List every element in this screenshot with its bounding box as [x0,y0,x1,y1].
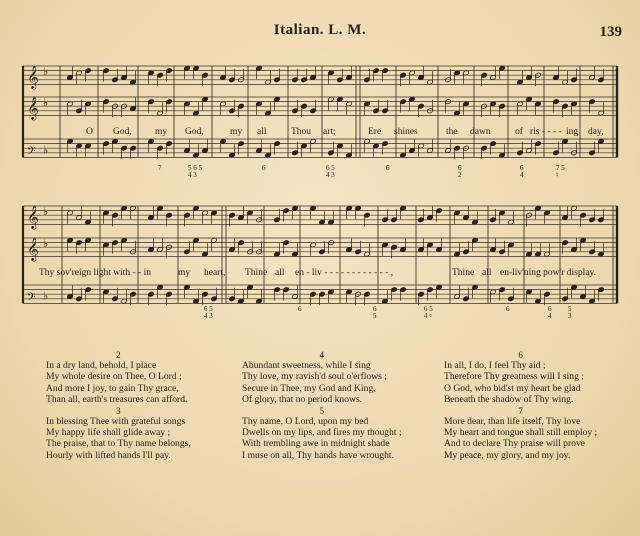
system1-lyric-word: art; [323,127,336,137]
figured-bass-numeral [506,306,510,313]
figured-bass-numeral [568,306,572,320]
figured-bass-numeral [188,165,202,179]
verse-number: 2 [116,350,121,360]
verse-line: Therefore Thy greatness will I sing ; [444,371,584,383]
system1-lyric-word: O [86,127,93,137]
figure-upper: 6 [520,164,524,172]
figured-bass-numeral [262,165,266,172]
figure-lower: 4 [520,171,524,179]
verse-number: 3 [116,405,121,416]
figured-bass-numeral [458,165,462,179]
figure-upper: 6 5 [326,164,335,172]
flat-icon: ♭ [43,143,49,157]
system2-lyric-word: Thine [452,268,475,278]
figure-lower: 2 [458,171,462,179]
figured-bass-numeral [158,165,162,172]
figured-bass-numeral [386,165,390,172]
verse-line: My whole desire on Thee, O Lord ; [46,371,182,383]
verse-number: 4 [319,350,325,360]
system1-lyric-word: my [230,127,243,137]
figure-upper: 6 5 [424,305,433,313]
verse-line: Hourly with lifted hands I'll pay. [46,449,171,461]
verse-line: My heart and tongue shall still employ ; [444,427,598,439]
verse-line: Secure in Thee, my God and King, [242,382,376,394]
flat-icon: ♭ [43,237,49,251]
verse-line: In a dry land, behold, I place [46,360,157,371]
verse-line: Dwells on my lips, and fires my thought ; [242,427,402,439]
system1-lyric-word: Ere [368,127,382,137]
verse-line: Thy name, O Lord, upon my bed [242,415,369,427]
treble-clef-icon: 𝄞 [27,64,39,89]
figured-bass-numeral [204,306,213,320]
figured-bass-numeral [548,306,552,320]
system2-lyric-word: my [178,268,191,278]
flat-icon: ♭ [43,65,49,79]
verse-line: My happy life shall glide away ; [46,427,171,439]
figure-upper: 6 [458,164,462,172]
verse-number: 7 [518,405,523,416]
system1-lyric-word: shines [394,127,418,137]
verse-line: And more I joy, to gain Thy grace, [46,382,179,394]
figure-upper: 6 5 [204,305,213,313]
verse-number: 5 [319,405,325,416]
verse-line: O God, who bid'st my heart be glad [444,382,581,394]
figured-bass-numeral [298,306,302,313]
system2-lyric-word: all [482,268,492,278]
figured-bass-numeral [424,306,433,320]
system2-lyric-word: heart, [204,268,226,278]
verse-line: Of glory, that no period knows. [242,394,363,406]
figured-bass-numeral [326,165,335,179]
figure-lower: 4 [548,312,552,320]
treble-clef-icon: 𝄞 [27,204,39,229]
figure-upper: 7 5 [556,164,565,172]
figure-upper: 6 [262,164,266,172]
system2-lyric-word: all [275,268,285,278]
figured-bass-numeral [520,165,524,179]
verse-column-2 [242,350,402,461]
verse-line: And to declare Thy praise will prove [444,438,586,450]
figure-lower: 4 3 [188,171,197,179]
figure-lower: 3 [568,312,572,320]
figured-bass-numeral [556,165,565,179]
verse-line: In blessing Thee with grateful songs [46,415,186,427]
system2-lyric-word: en - liv - - - - - - - - - - - - , [295,268,394,278]
flat-icon: ♭ [43,289,49,303]
system1-lyric-word: dawn [470,127,491,137]
figure-lower: 4 3 [326,171,335,179]
tune-title: Italian. L. M. [273,22,367,38]
system1-lyric-word: my [155,127,168,137]
figure-upper: 6 [386,164,390,172]
figure-lower: 4 3 [204,312,213,320]
verse-line: Beneath the shadow of Thy wing. [444,394,574,406]
figured-bass-numeral [373,306,377,320]
verse-line: Thy love, my ravish'd soul o'erflows ; [242,371,387,383]
verse-line: More dear, than life itself, Thy love [444,415,581,427]
figure-upper: 5 6 5 [188,164,202,172]
figure-upper: 6 [298,305,302,313]
bass-clef-icon: 𝄢 [27,291,36,307]
verse-line: In all, I do, I feel Thy aid ; [444,360,546,371]
system1-lyric-word: God, [113,127,132,137]
verse-line: With trembling awe in midnight shade [242,438,390,450]
flat-icon: ♭ [43,96,49,110]
verse-column-1 [46,350,191,461]
system1-lyric-word: God, [185,127,204,137]
verse-line: The praise, that to Thy name belongs, [46,438,191,450]
verse-column-3 [444,350,597,461]
verse-line: Abundant sweetness, while I sing [242,360,371,371]
system2-lyric-word: Thine [245,268,268,278]
system1-lyric-word: ris - - - - [530,127,562,137]
figure-upper: 6 [506,305,510,313]
system1-lyric-word: Thou [291,127,312,137]
system2-lyric-word: en-liv'ning pow'r display. [500,268,596,278]
figure-lower: ♮ [556,171,559,179]
figure-upper: 5 [568,305,572,313]
verse-line: Than all, earth's treasures can afford. [46,394,188,406]
bass-clef-icon: 𝄢 [27,145,36,161]
system1-lyric-word: the [446,127,458,137]
figure-upper: 6 [548,305,552,313]
page-number: 139 [599,24,622,40]
flat-icon: ♭ [43,205,49,219]
treble-clef-icon: 𝄞 [27,95,39,120]
figure-upper: 7 [158,164,162,172]
figure-lower: 4 ♮ [424,312,432,320]
verse-line: My peace, my glory, and my joy. [444,449,571,461]
verse-line: I muse on all, Thy hands have wrought. [242,449,394,461]
system1-lyric-word: all [257,127,267,137]
system2-lyric-word: Thy sov'reign light with - - in [39,268,152,278]
verse-number: 6 [518,350,523,360]
figure-upper: 6 [373,305,377,313]
system1-lyric-word: ing [566,127,579,137]
treble-clef-icon: 𝄞 [27,236,39,261]
figure-lower: 5 [373,312,377,320]
system1-lyric-word: of [515,127,523,137]
system1-lyric-word: day, [588,127,604,137]
